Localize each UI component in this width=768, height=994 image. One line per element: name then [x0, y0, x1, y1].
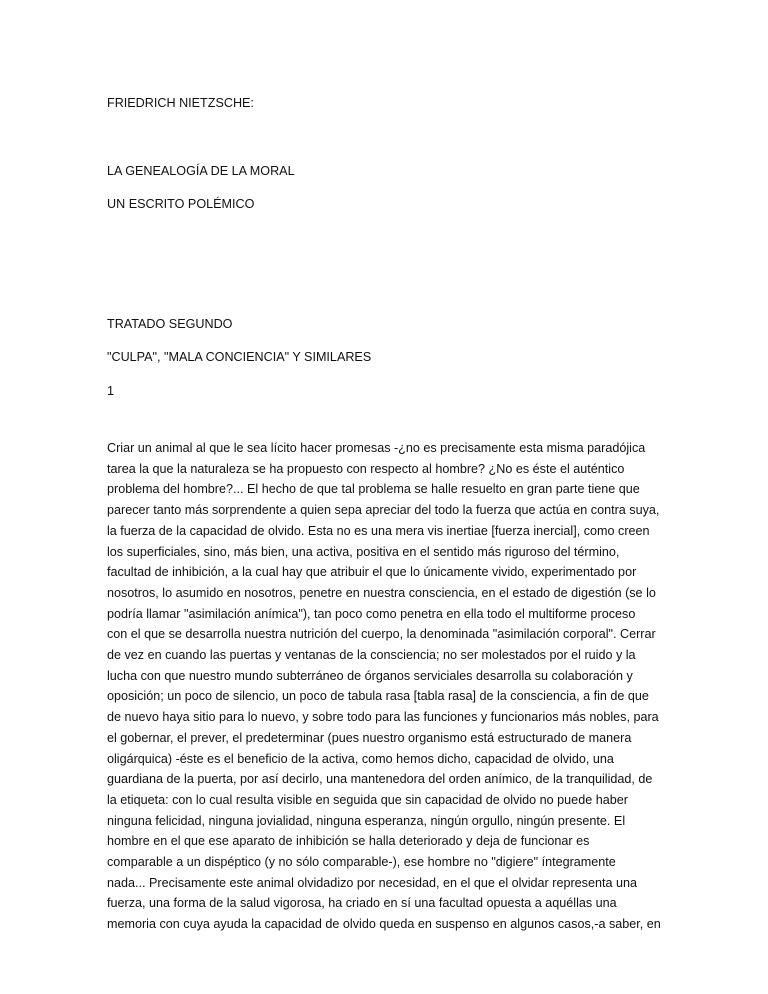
body-line: hombre en el que ese aparato de inhibición se halla deteriorado y deja de funcionar es	[107, 834, 590, 849]
book-title: LA GENEALOGÍA DE LA MORAL	[107, 164, 295, 178]
body-line: podría llamar "asimilación anímica"), tan poco como penetra en ella todo el multiforme proceso	[107, 606, 636, 621]
body-line: oligárquica) -éste es el beneficio de la activa, como hemos dicho, capacidad de olvido, una	[107, 751, 614, 766]
body-line: lucha con que nuestro mundo subterráneo de órganos serviciales desarrolla su colaboración y	[107, 668, 633, 683]
body-line: con el que se desarrolla nuestra nutrición del cuerpo, la denominada "asimilación corporal". Cerrar	[107, 627, 656, 642]
body-line: ninguna felicidad, ninguna jovialidad, ninguna esperanza, ningún orgullo, ningún presente. El	[107, 813, 626, 828]
treatise-title: "CULPA", "MALA CONCIENCIA" Y SIMILARES	[107, 350, 372, 364]
body-line: comparable a un dispéptico (y no sólo comparable-), ese hombre no "digiere" íntegramente	[107, 855, 616, 870]
body-line: facultad de inhibición, a la cual hay que atribuir el que lo únicamente vivido, experimentado por	[107, 565, 637, 580]
body-line: nosotros, lo asumido en nosotros, penetre en nuestra consciencia, en el estado de digestión (se lo	[107, 585, 656, 600]
author-heading: FRIEDRICH NIETZSCHE:	[107, 96, 254, 110]
body-line: de nuevo haya sitio para lo nuevo, y sobre todo para las funciones y funcionarios más nobles, para	[107, 710, 659, 725]
body-line: Criar un animal al que le sea lícito hacer promesas -¿no es precisamente esta misma paradójica	[107, 441, 646, 455]
body-line: la fuerza de la capacidad de olvido. Esta no es una mera vis inertiae [fuerza inercial], como creen	[107, 523, 650, 538]
body-line: guardiana de la puerta, por así decirlo, una mantenedora del orden anímico, de la tranquilidad, de	[107, 772, 653, 787]
body-line: el gobernar, el prever, el predeterminar (pues nuestro organismo está estructurado de manera	[107, 730, 632, 745]
body-line: oposición; un poco de silencio, un poco de tabula rasa [tabla rasa] de la consciencia, a fin de que	[107, 689, 649, 704]
body-line: memoria con cuya ayuda la capacidad de olvido queda en suspenso en algunos casos,-a saber, en	[107, 917, 661, 932]
body-line: los superficiales, sino, más bien, una activa, positiva en el sentido más riguroso del término,	[107, 544, 620, 559]
book-subtitle: UN ESCRITO POLÉMICO	[107, 197, 255, 211]
treatise-heading: TRATADO SEGUNDO	[107, 317, 233, 331]
body-line: la etiqueta: con lo cual resulta visible en seguida que sin capacidad de olvido no puede haber	[107, 792, 628, 807]
body-line: nada... Precisamente este animal olvidadizo por necesidad, en el que el olvidar representa una	[107, 875, 637, 890]
section-number: 1	[107, 384, 115, 398]
body-line: tarea la que la naturaleza se ha propuesto con respecto al hombre? ¿No es éste el auténtico	[107, 461, 625, 476]
body-paragraph	[107, 438, 682, 935]
body-line: parecer tanto más sorprendente a quien sepa apreciar del todo la fuerza que actúa en contra suya,	[107, 503, 660, 518]
body-line: problema del hombre?... El hecho de que tal problema se halle resuelto en gran parte tiene que	[107, 482, 640, 497]
body-line: de vez en cuando las puertas y ventanas de la consciencia; no ser molestados por el ruido y la	[107, 648, 636, 663]
body-line: fuerza, una forma de la salud vigorosa, ha criado en sí una facultad opuesta a aquéllas una	[107, 896, 617, 911]
